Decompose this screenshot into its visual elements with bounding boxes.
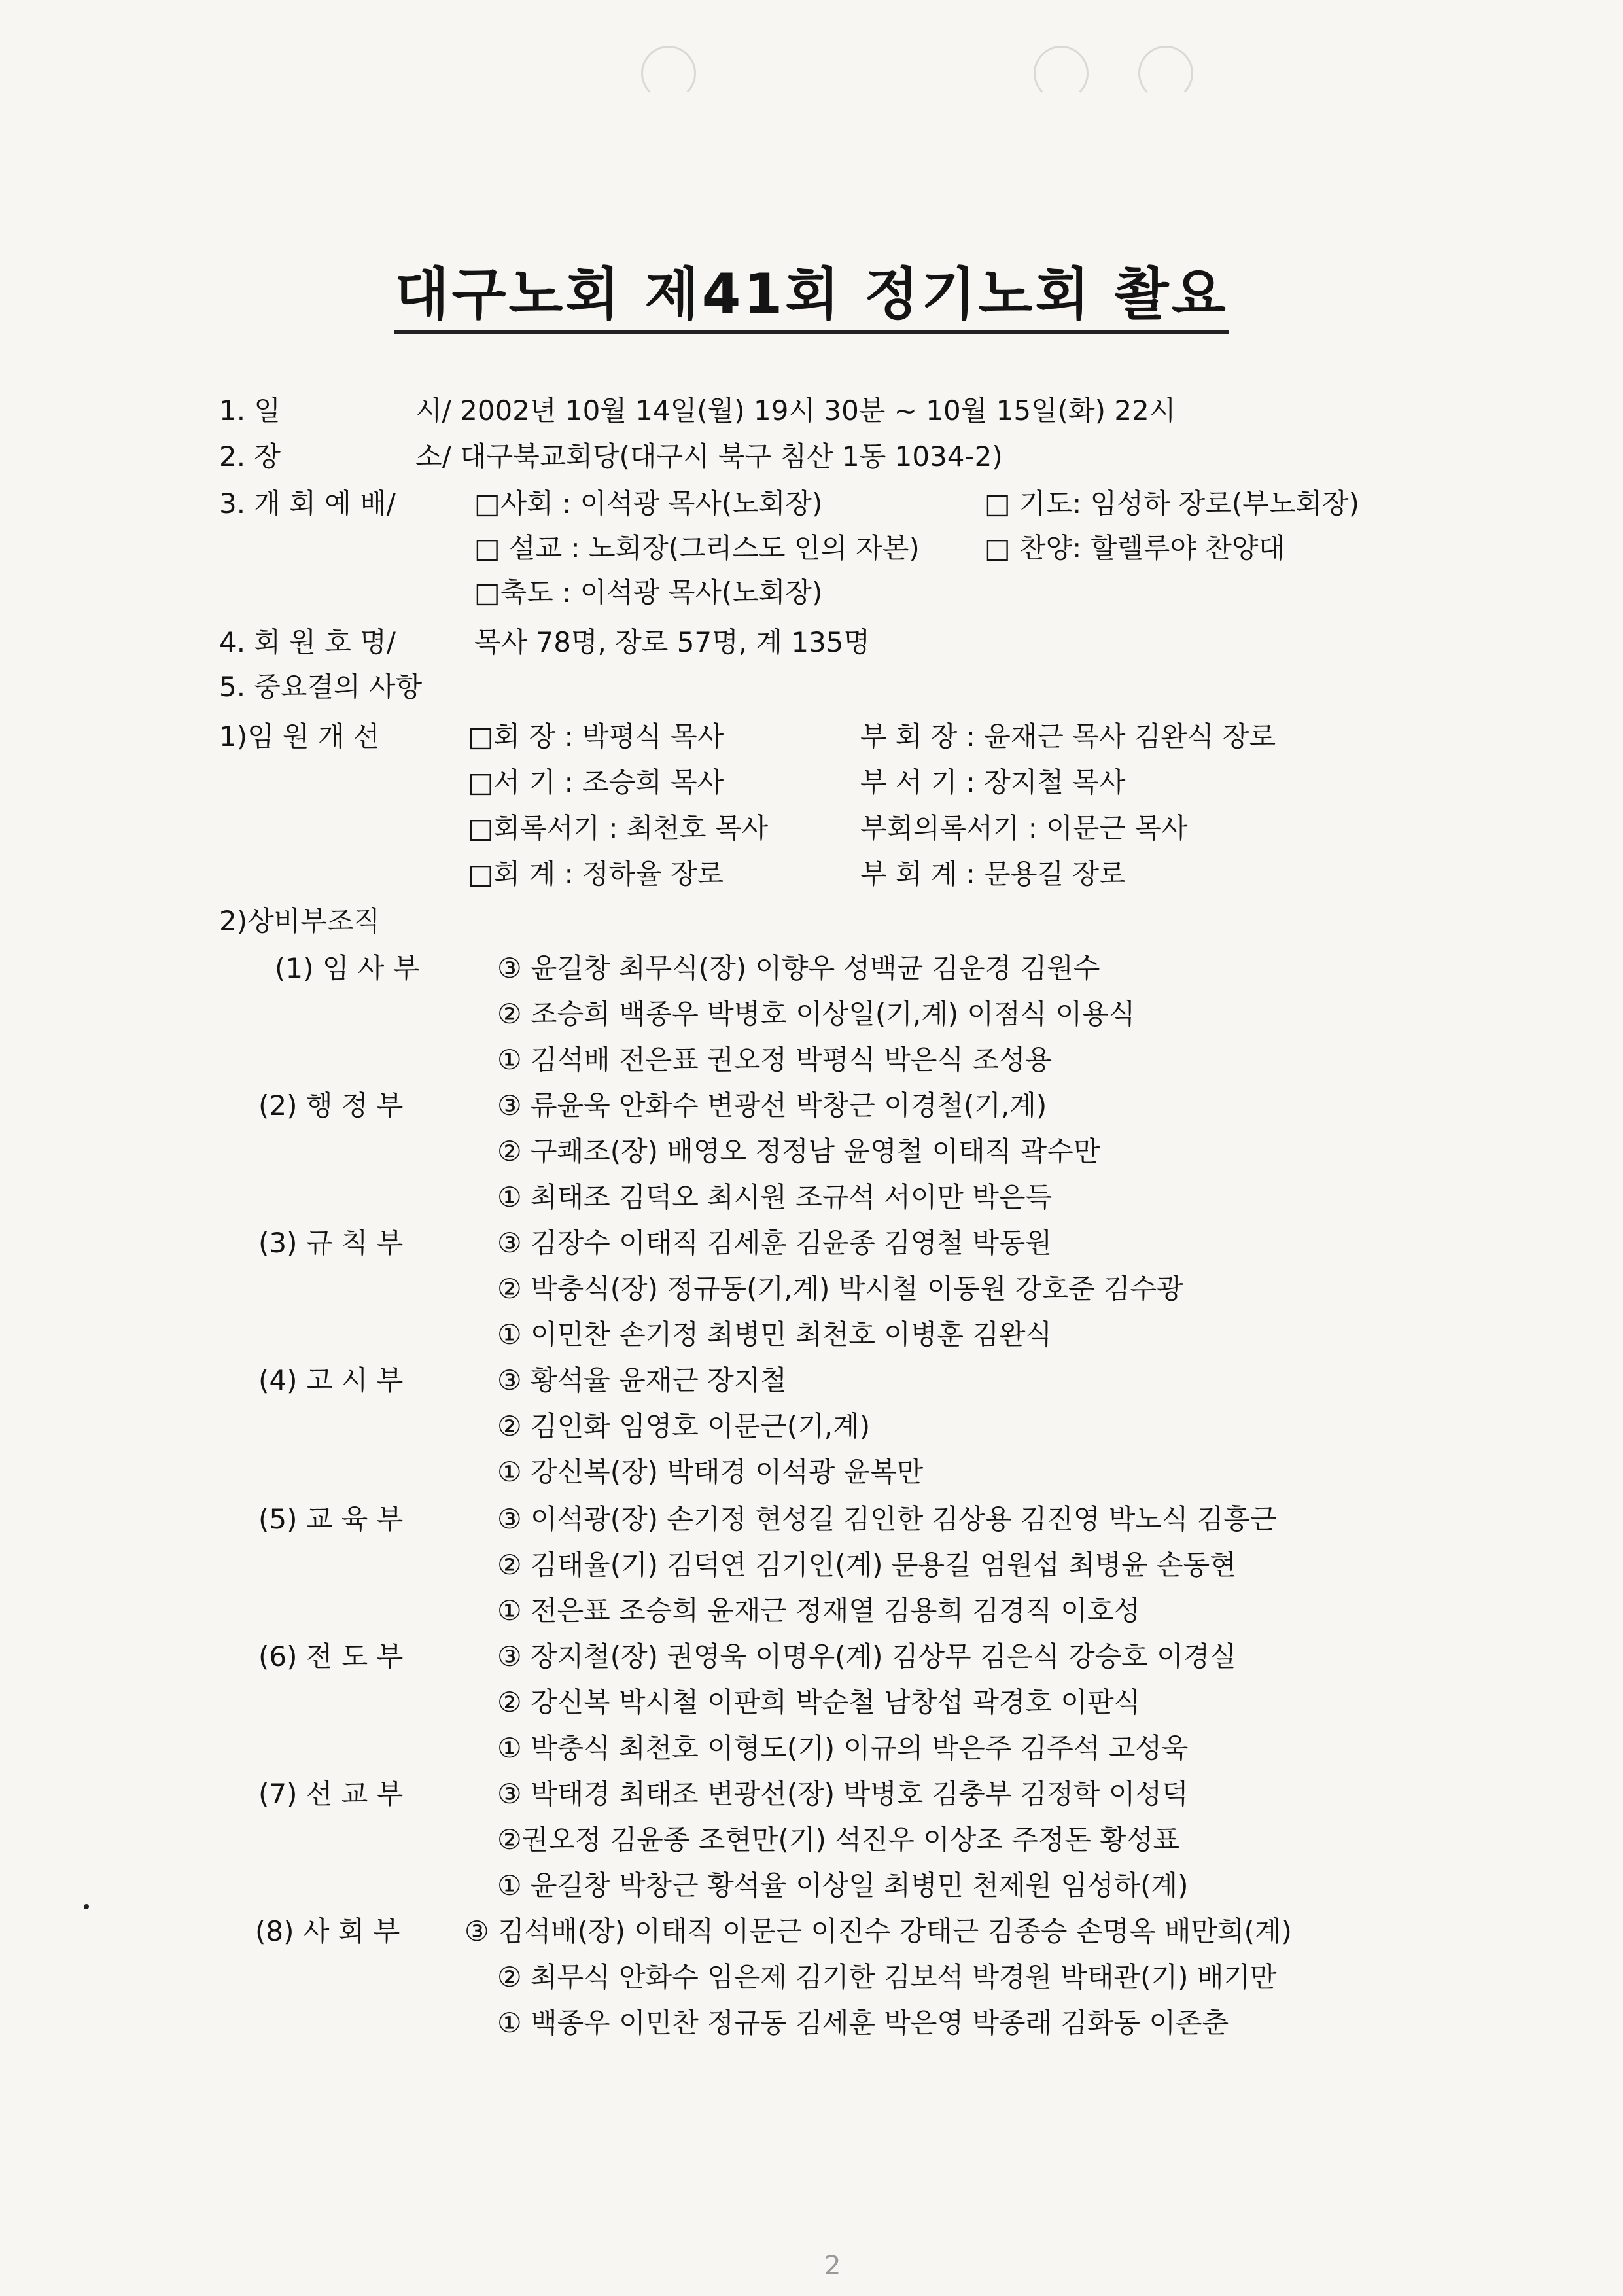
dept-row: ③ 박태경 최태조 변광선(장) 박병호 김충부 김정학 이성덕 <box>497 1778 1189 1810</box>
dept-row: ② 김인화 임영호 이문근(기,계) <box>497 1410 871 1442</box>
dept-row: ② 조승희 백종우 박병호 이상일(기,계) 이점식 이용식 <box>497 998 1136 1030</box>
ink-dot <box>84 1904 89 1909</box>
dept-row: ① 최태조 김덕오 최시원 조규석 서이만 박은득 <box>497 1181 1053 1213</box>
dept-row: ① 전은표 조승희 윤재근 정재열 김용희 김경직 이호성 <box>497 1595 1141 1627</box>
service-benediction: □축도 : 이석광 목사(노회장) <box>474 576 823 609</box>
officer-row-left: □서 기 : 조승희 목사 <box>468 766 724 798</box>
punch-hole <box>1034 46 1089 101</box>
officer-row-left: □회 장 : 박평식 목사 <box>468 720 724 752</box>
item-resolutions: 5. 중요결의 사항 <box>219 671 423 703</box>
dept-name: (1) 임 사 부 <box>275 952 420 984</box>
officer-row-right: 부 회 장 : 윤재근 목사 김완식 장로 <box>860 720 1276 752</box>
dept-row: ① 윤길창 박창근 황석율 이상일 최병민 천제원 임성하(계) <box>497 1869 1189 1901</box>
officer-row-right: 부 회 계 : 문용길 장로 <box>860 858 1126 890</box>
dept-name: (2) 행 정 부 <box>258 1089 404 1122</box>
dept-row: ② 박충식(장) 정규동(기,계) 박시철 이동원 강호준 김수광 <box>497 1273 1183 1305</box>
departments-heading: 2)상비부조직 <box>219 905 380 937</box>
dept-row: ② 구쾌조(장) 배영오 정정남 윤영철 이태직 곽수만 <box>497 1135 1100 1167</box>
service-praise: □ 찬양: 할렐루야 찬양대 <box>985 532 1285 564</box>
dept-row: ③ 류윤욱 안화수 변광선 박창근 이경철(기,계) <box>497 1089 1047 1122</box>
service-moderator: □사회 : 이석광 목사(노회장) <box>474 487 823 520</box>
dept-row: ③ 김장수 이태직 김세훈 김윤종 김영철 박동원 <box>497 1227 1053 1259</box>
dept-name: (5) 교 육 부 <box>258 1503 404 1535</box>
dept-row: ① 이민찬 손기정 최병민 최천호 이병훈 김완식 <box>497 1318 1053 1351</box>
officer-row-left: □회록서기 : 최천호 목사 <box>468 812 769 844</box>
dept-row: ② 김태율(기) 김덕연 김기인(계) 문용길 엄원섭 최병윤 손동현 <box>497 1549 1236 1581</box>
dept-name: (7) 선 교 부 <box>258 1778 404 1810</box>
dept-row: ③ 김석배(장) 이태직 이문근 이진수 강태근 김종승 손명옥 배만희(계) <box>464 1915 1292 1947</box>
dept-row: ③ 이석광(장) 손기정 현성길 김인한 김상용 김진영 박노식 김흥근 <box>497 1503 1277 1535</box>
dept-name: (3) 규 칙 부 <box>258 1227 404 1259</box>
punch-hole <box>641 46 696 101</box>
dept-row: ② 강신복 박시철 이판희 박순철 남창섭 곽경호 이판식 <box>497 1686 1141 1718</box>
item-date: 1. 일 시/ 2002년 10월 14일(월) 19시 30분 ~ 10월 15일(화) 22시 <box>219 395 1176 427</box>
dept-row: ②권오정 김윤종 조현만(기) 석진우 이상조 주정돈 황성표 <box>497 1824 1180 1856</box>
dept-row: ③ 윤길창 최무식(장) 이향우 성백균 김운경 김원수 <box>497 952 1100 984</box>
dept-name: (6) 전 도 부 <box>258 1640 404 1672</box>
officer-row-left: □회 계 : 정하율 장로 <box>468 858 724 890</box>
service-prayer: □ 기도: 임성하 장로(부노회장) <box>985 487 1359 520</box>
dept-row: ① 박충식 최천호 이형도(기) 이규의 박은주 김주석 고성욱 <box>497 1732 1189 1764</box>
dept-row: ③ 황석율 윤재근 장지철 <box>497 1364 787 1396</box>
item-place: 2. 장 소/ 대구북교회당(대구시 북구 침산 1동 1034-2) <box>219 440 1003 472</box>
dept-name: (8) 사 회 부 <box>255 1915 400 1947</box>
document-title: 대구노회 제41회 정기노회 촬요 <box>0 249 1623 330</box>
dept-row: ③ 장지철(장) 권영욱 이명우(계) 김상무 김은식 강승호 이경실 <box>497 1640 1236 1672</box>
officer-row-right: 부회의록서기 : 이문근 목사 <box>860 812 1188 844</box>
punch-hole <box>1138 46 1193 101</box>
service-sermon: □ 설교 : 노회장(그리스도 인의 자본) <box>474 532 920 564</box>
officer-row-right: 부 서 기 : 장지철 목사 <box>860 766 1126 798</box>
dept-row: ① 백종우 이민찬 정규동 김세훈 박은영 박종래 김화동 이존춘 <box>497 2007 1229 2039</box>
page-number: 2 <box>824 2251 841 2281</box>
item-service-num: 3. 개 회 예 배/ <box>219 487 396 520</box>
item-rollcall: 4. 회 원 호 명/ 목사 78명, 장로 57명, 계 135명 <box>219 626 871 658</box>
officers-heading: 1)임 원 개 선 <box>219 720 380 752</box>
dept-row: ① 강신복(장) 박태경 이석광 윤복만 <box>497 1456 924 1488</box>
dept-name: (4) 고 시 부 <box>258 1364 404 1396</box>
dept-row: ① 김석배 전은표 권오정 박평식 박은식 조성용 <box>497 1044 1053 1076</box>
dept-row: ② 최무식 안화수 임은제 김기한 김보석 박경원 박태관(기) 배기만 <box>497 1961 1277 1993</box>
